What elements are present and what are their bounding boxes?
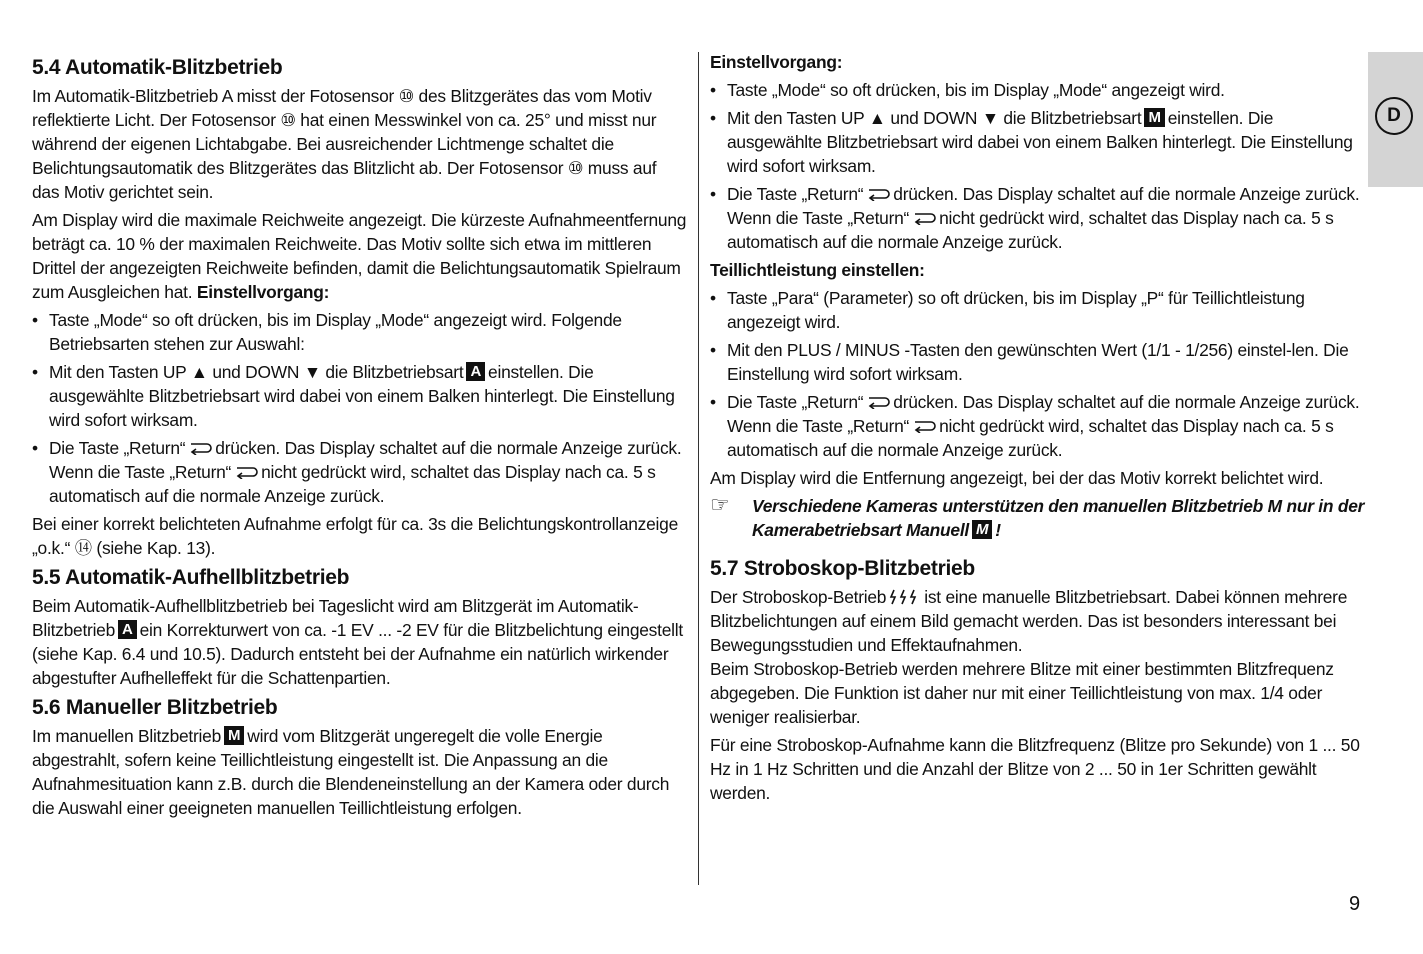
entfernung-paragraph: Am Display wird die Entfernung angezeigt, bei der das Motiv korrekt belichtet wird. bbox=[710, 468, 1324, 488]
paragraph-text: Im manuellen Blitzbetrieb bbox=[32, 726, 222, 746]
column-divider bbox=[698, 52, 699, 885]
step-text: nicht gedrückt wird, schaltet das Display nach ca. 5 s automatisch auf die normale Anzeige zurück. bbox=[727, 416, 1334, 460]
return-icon bbox=[866, 187, 890, 201]
section-5-7-heading: 5.7 Stroboskop-Blitzbetrieb bbox=[710, 557, 975, 580]
page-number: 9 bbox=[1349, 893, 1361, 915]
section-5-4-paragraph-1: Im Automatik-Blitzbetrieb A misst der Fotosensor ⑩ des Blitzgerätes das vom Motiv reflektierte Licht. Der Fotosensor ⑩ hat einen Messwinkel von ca. 25° und misst nur während der eigenen Lichtabgabe. Bei ausreichender Lichtmenge schaltet die Belichtungsautomatik des Blitzgerätes das Blitzlicht ab. Der Fotosensor ⑩ muss auf das Motiv gerichtet sein. bbox=[32, 86, 657, 202]
section-5-7-paragraph-2: Beim Stroboskop-Betrieb werden mehrere Blitze mit einer bestimmten Blitzfrequenz abgegeben. Die Funktion ist daher nur mit einer Teillichtleistung von max. 1/4 oder weniger realisierbar. bbox=[710, 659, 1334, 727]
stroboscope-icon bbox=[889, 589, 921, 605]
step-select-mode bbox=[32, 360, 688, 432]
camera-note bbox=[710, 494, 1365, 542]
step-return bbox=[710, 390, 1365, 462]
return-icon bbox=[912, 419, 936, 433]
step-text: Die Taste „Return“ bbox=[727, 392, 864, 412]
section-5-5-paragraph bbox=[32, 594, 688, 690]
left-column bbox=[32, 50, 688, 824]
note-text: ! bbox=[995, 520, 1001, 540]
einstellvorgang-steps bbox=[710, 78, 1365, 254]
step-text: Die Taste „Return“ bbox=[727, 184, 864, 204]
step-text: Die Taste „Return“ bbox=[49, 438, 186, 458]
section-5-5-heading: 5.5 Automatik-Aufhellblitzbetrieb bbox=[32, 566, 350, 589]
step-return bbox=[710, 182, 1365, 254]
paragraph-text: Der Stroboskop-Betrieb bbox=[710, 587, 887, 607]
paragraph-text: Beim Automatik-Aufhellblitzbetrieb bei Tageslicht wird am Blitzgerät im Automatik-Blitzbetrieb bbox=[32, 596, 639, 640]
note-text: Verschiedene Kameras unterstützen den manuellen Blitzbetrieb M nur in der Kamerabetriebsart Manuell bbox=[752, 496, 1365, 540]
einstellvorgang-label: Einstellvorgang: bbox=[196, 282, 330, 302]
step-mode: • Taste „Mode“ so oft drücken, bis im Display „Mode“ angezeigt wird. Folgende Betriebsarten stehen zur Auswahl: bbox=[32, 308, 688, 356]
step-para: • Taste „Para“ (Parameter) so oft drücken, bis im Display „P“ für Teillichtleistung angezeigt wird. bbox=[710, 286, 1365, 334]
step-text: Mit den Tasten UP ▲ und DOWN ▼ die Blitzbetriebsart bbox=[49, 362, 464, 382]
einstellvorgang-heading: Einstellvorgang: bbox=[710, 52, 843, 72]
mode-m-badge: M bbox=[1144, 108, 1164, 127]
section-5-4-heading: 5.4 Automatik-Blitzbetrieb bbox=[32, 56, 283, 79]
paragraph-text: ist eine manuelle Blitzbetriebsart. Dabei können mehrere Blitzbelichtungen auf einem Bild gemacht werden. Das ist besonders interessant bei Bewegungsstudien und Effektaufnahmen. bbox=[710, 587, 1348, 655]
mode-a-badge: A bbox=[118, 620, 137, 639]
step-text: einstellen. Die ausgewählte Blitzbetriebsart wird dabei von einem Balken hinterlegt. Die Einstellung wird sofort wirksam. bbox=[49, 362, 675, 430]
pointing-hand-icon: ☞ bbox=[710, 492, 730, 517]
return-icon bbox=[912, 211, 936, 225]
step-text: Mit den Tasten UP ▲ und DOWN ▼ die Blitzbetriebsart bbox=[727, 108, 1142, 128]
step-text: drücken. Das Display schaltet auf die normale Anzeige zurück. Wenn die Taste „Return“ bbox=[49, 438, 682, 482]
return-icon bbox=[866, 395, 890, 409]
step-text: drücken. Das Display schaltet auf die normale Anzeige zurück. Wenn die Taste „Return“ bbox=[727, 392, 1360, 436]
teillichtleistung-steps bbox=[710, 286, 1365, 462]
teillichtleistung-heading: Teillichtleistung einstellen: bbox=[710, 260, 925, 280]
section-5-6-heading: 5.6 Manueller Blitzbetrieb bbox=[32, 696, 278, 719]
step-plus-minus: • Mit den PLUS / MINUS -Tasten den gewünschten Wert (1/1 - 1/256) einstel-len. Die Einstellung wird sofort wirksam. bbox=[710, 338, 1365, 386]
mode-a-badge: A bbox=[466, 362, 485, 381]
step-return bbox=[32, 436, 688, 508]
language-tab bbox=[1368, 52, 1423, 187]
section-5-7-paragraph-1 bbox=[710, 585, 1365, 657]
step-text: drücken. Das Display schaltet auf die normale Anzeige zurück. Wenn die Taste „Return“ bbox=[727, 184, 1360, 228]
right-column bbox=[710, 50, 1365, 809]
return-icon bbox=[234, 465, 258, 479]
section-5-7-paragraph-3: Für eine Stroboskop-Aufnahme kann die Blitzfrequenz (Blitze pro Sekunde) von 1 ... 50 Hz in 1 Hz Schritten und die Anzahl der Blitze von 2 ... 50 in 1er Schritten gewählt werden. bbox=[710, 735, 1360, 803]
step-text: nicht gedrückt wird, schaltet das Display nach ca. 5 s automatisch auf die normale Anzeige zurück. bbox=[727, 208, 1334, 252]
step-select-mode bbox=[710, 106, 1365, 178]
section-5-4-paragraph-3: Bei einer korrekt belichteten Aufnahme erfolgt für ca. 3s die Belichtungskontrollanzeige „o.k.“ ⑭ (siehe Kap. 13). bbox=[32, 514, 678, 558]
section-5-6-paragraph bbox=[32, 724, 688, 820]
step-text: nicht gedrückt wird, schaltet das Display nach ca. 5 s automatisch auf die normale Anzeige zurück. bbox=[49, 462, 656, 506]
step-mode: • Taste „Mode“ so oft drücken, bis im Display „Mode“ angezeigt wird. bbox=[710, 78, 1365, 102]
paragraph-text: wird vom Blitzgerät ungeregelt die volle Energie abgestrahlt, sofern keine Teillichtleistung eingestellt ist. Die Anpassung an die Aufnahmesituation kann z.B. durch die Blendeneinstellung an der Kamera oder durch die Auswahl einer geeigneten manuellen Teillichtleistung erfolgen. bbox=[32, 726, 670, 818]
step-text: einstellen. Die ausgewählte Blitzbetriebsart wird dabei von einem Balken hinterlegt. Die Einstellung wird sofort wirksam. bbox=[727, 108, 1353, 176]
paragraph-text: ein Korrekturwert von ca. -1 EV ... -2 EV für die Blitzbelichtung eingestellt (siehe Kap. 6.4 und 10.5). Dadurch entsteht bei der Aufnahme ein natürlich wirkender abgestufter Aufhelleffekt für die Schattenpartien. bbox=[32, 620, 683, 688]
section-5-4-paragraph-2 bbox=[32, 208, 688, 304]
language-tab-label: D bbox=[1375, 97, 1413, 135]
paragraph-text: Am Display wird die maximale Reichweite angezeigt. Die kürzeste Aufnahmeentfernung beträgt ca. 10 % der maximalen Reichweite. Das Motiv sollte sich etwa im mittleren Drittel der angezeigten Reichweite befinden, damit die Belichtungsautomatik Spielraum zum Ausgleichen hat. bbox=[32, 210, 687, 302]
mode-m-badge: M bbox=[972, 520, 992, 539]
section-5-4-steps bbox=[32, 308, 688, 508]
mode-m-badge: M bbox=[224, 726, 244, 745]
return-icon bbox=[188, 441, 212, 455]
